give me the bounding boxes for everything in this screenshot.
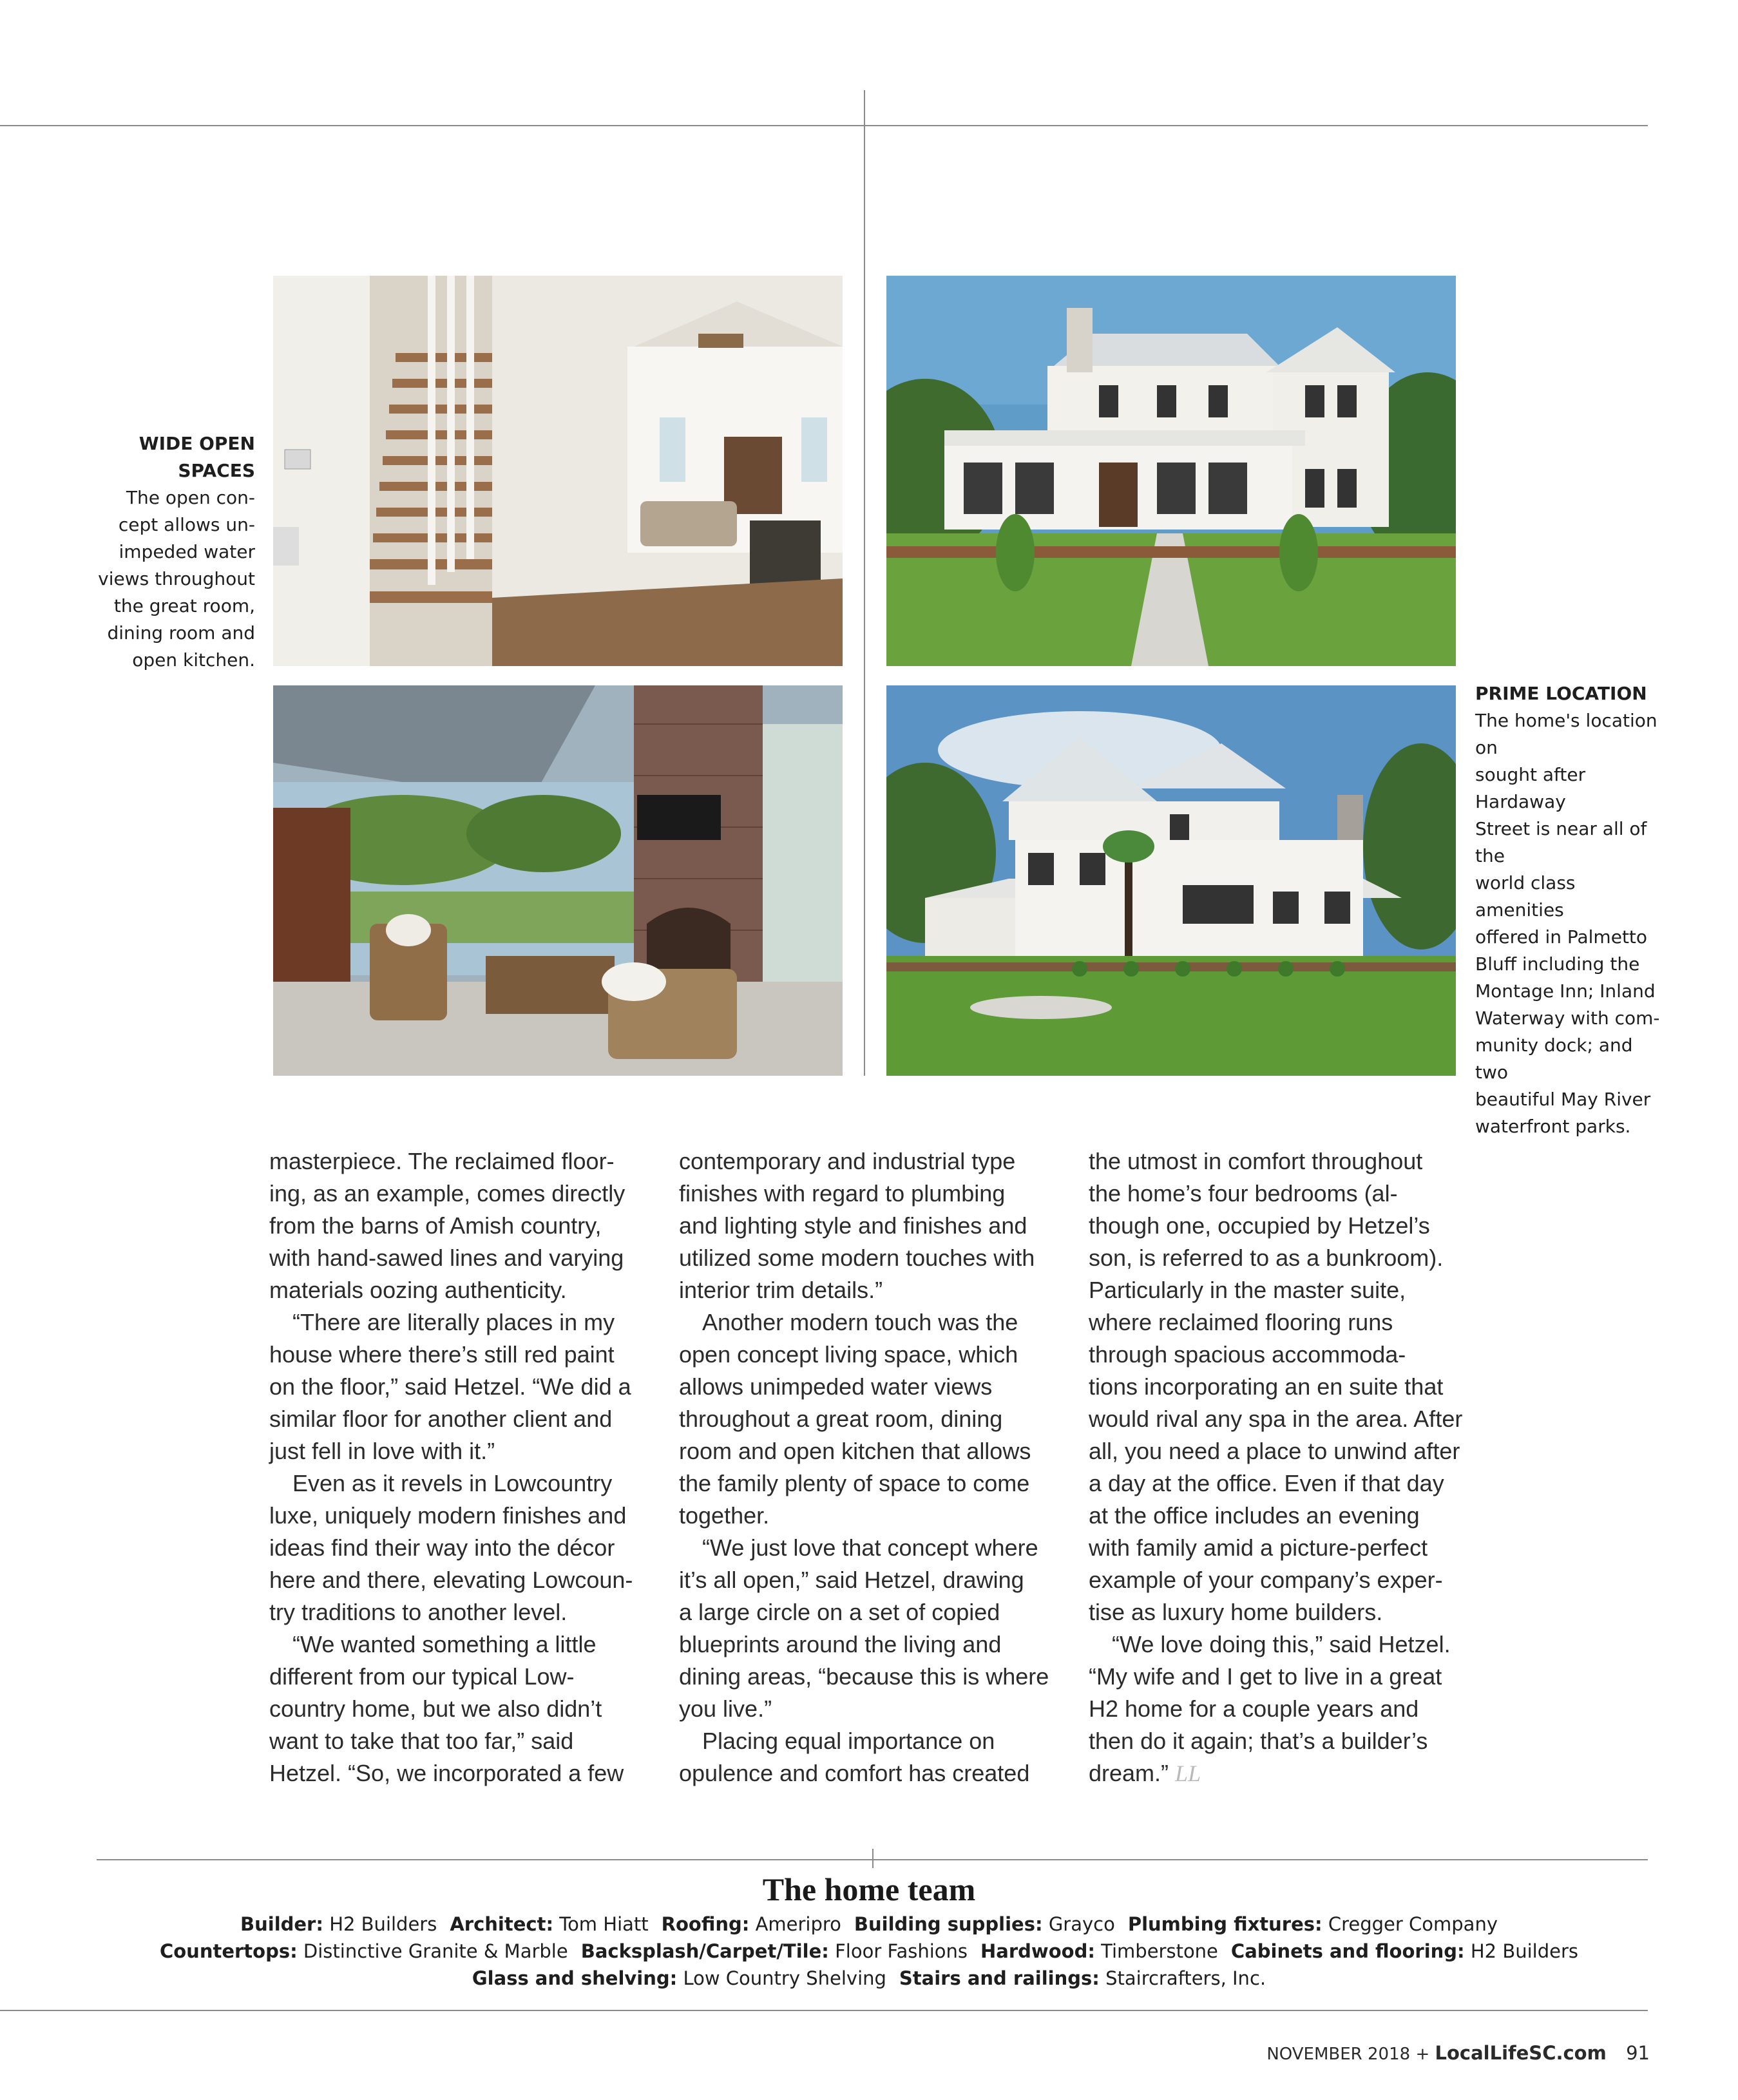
- credit-value: Distinctive Granite & Marble: [303, 1940, 568, 1962]
- team-tick: [872, 1849, 874, 1868]
- caption-line: Bluff including the: [1475, 953, 1640, 975]
- article-line: dream.”: [1089, 1760, 1169, 1786]
- caption-line: the great room,: [113, 595, 255, 616]
- top-rule: [0, 125, 1648, 126]
- article-line: Another modern touch was the: [702, 1309, 1018, 1335]
- article-line: tions incorporating an en suite that: [1089, 1373, 1444, 1400]
- article-line: would rival any spa in the area. After: [1089, 1406, 1463, 1432]
- article-line: open concept living space, which: [679, 1341, 1018, 1368]
- caption-wide-open-spaces: [97, 430, 255, 674]
- caption-line: cept allows un-: [118, 514, 255, 535]
- article-paragraph: [269, 1306, 656, 1467]
- article-column-2: [679, 1145, 1065, 1790]
- article-line: and lighting style and finishes and: [679, 1212, 1027, 1239]
- credit-label: Architect:: [450, 1913, 554, 1935]
- credit-label: Cabinets and flooring:: [1230, 1940, 1465, 1962]
- article-line: a day at the office. Even if that day: [1089, 1470, 1444, 1496]
- caption-line: munity dock; and two: [1475, 1035, 1633, 1083]
- article-line: with family amid a picture-perfect: [1089, 1534, 1428, 1561]
- article-line: room and open kitchen that allows: [679, 1438, 1031, 1464]
- page-footer: [1266, 2042, 1650, 2064]
- front-house-photo: [886, 276, 1456, 666]
- porch-photo: [273, 685, 843, 1076]
- credit-value: Cregger Company: [1328, 1913, 1498, 1935]
- article-line: though one, occupied by Hetzel’s: [1089, 1212, 1430, 1239]
- caption-line: views throughout: [98, 568, 255, 589]
- caption-prime-location: [1475, 680, 1668, 1140]
- article-line: through spacious accommoda-: [1089, 1341, 1406, 1368]
- article-line: son, is referred to as a bunkroom).: [1089, 1245, 1444, 1271]
- credit-value: Timberstone: [1101, 1940, 1218, 1962]
- team-credit-row: [0, 1911, 1738, 1938]
- credit-value: Tom Hiatt: [559, 1913, 649, 1935]
- credit-value: Ameripro: [755, 1913, 841, 1935]
- caption-line: world class amenities: [1475, 872, 1576, 921]
- article-line: “We wanted something a little: [292, 1631, 597, 1657]
- article-line: dining areas, “because this is where: [679, 1663, 1049, 1690]
- article-line: contemporary and industrial type: [679, 1148, 1016, 1174]
- caption-line: offered in Palmetto: [1475, 926, 1648, 948]
- credit-label: Roofing:: [661, 1913, 750, 1935]
- article-line: just fell in love with it.”: [269, 1438, 495, 1464]
- article-line: throughout a great room, dining: [679, 1406, 1003, 1432]
- article-paragraph: [679, 1145, 1065, 1306]
- article-line: utilized some modern touches with: [679, 1245, 1035, 1271]
- article-line: country home, but we also didn’t: [269, 1695, 602, 1722]
- article-paragraph: [269, 1145, 656, 1306]
- article-line: Placing equal importance on: [702, 1728, 995, 1754]
- credit-value: Grayco: [1048, 1913, 1115, 1935]
- article-line: at the office includes an evening: [1089, 1502, 1420, 1529]
- credit-value: Low Country Shelving: [683, 1967, 886, 1989]
- footer-site-link[interactable]: LocalLifeSC.com: [1435, 2042, 1607, 2064]
- footer-issue: NOVEMBER 2018 +: [1266, 2045, 1430, 2064]
- article-line: Particularly in the master suite,: [1089, 1277, 1406, 1303]
- article-line: H2 home for a couple years and: [1089, 1695, 1419, 1722]
- article-paragraph: [1089, 1145, 1475, 1628]
- article-column-3: [1089, 1145, 1475, 1790]
- article-column-1: [269, 1145, 656, 1790]
- article-line: ing, as an example, comes directly: [269, 1180, 625, 1207]
- article-line: where reclaimed flooring runs: [1089, 1309, 1393, 1335]
- article-line: “There are literally places in my: [292, 1309, 615, 1335]
- caption-heading: PRIME LOCATION: [1475, 683, 1647, 704]
- caption-line: sought after Hardaway: [1475, 764, 1586, 812]
- article-paragraph: [679, 1725, 1065, 1790]
- article-line: opulence and comfort has created: [679, 1760, 1030, 1786]
- caption-line: Montage Inn; Inland: [1475, 980, 1656, 1002]
- article-line: allows unimpeded water views: [679, 1373, 993, 1400]
- staircase-photo: [273, 276, 843, 666]
- caption-line: impeded water: [119, 541, 255, 562]
- article-line: blueprints around the living and: [679, 1631, 1002, 1657]
- side-house-photo: [886, 685, 1456, 1076]
- article-line: materials oozing authenticity.: [269, 1277, 567, 1303]
- article-line: the utmost in comfort throughout: [1089, 1148, 1423, 1174]
- article-line: the family plenty of space to come: [679, 1470, 1030, 1496]
- article-line: similar floor for another client and: [269, 1406, 613, 1432]
- article-line: Hetzel. “So, we incorporated a few: [269, 1760, 624, 1786]
- article-line: it’s all open,” said Hetzel, drawing: [679, 1567, 1024, 1593]
- article-line: from the barns of Amish country,: [269, 1212, 602, 1239]
- article-line: want to take that too far,” said: [269, 1728, 574, 1754]
- caption-line: dining room and: [107, 622, 255, 644]
- caption-body: [97, 484, 255, 674]
- article-line: the home’s four bedrooms (al-: [1089, 1180, 1398, 1207]
- page-number: 91: [1626, 2042, 1650, 2064]
- article-line: different from our typical Low-: [269, 1663, 575, 1690]
- home-team-title: The home team: [762, 1871, 976, 1907]
- credit-label: Backsplash/Carpet/Tile:: [580, 1940, 829, 1962]
- credit-value: Staircrafters, Inc.: [1105, 1967, 1266, 1989]
- article-line: try traditions to another level.: [269, 1599, 568, 1625]
- article-line: then do it again; that’s a builder’s: [1089, 1728, 1428, 1754]
- credit-value: Floor Fashions: [835, 1940, 968, 1962]
- article-line: with hand-sawed lines and varying: [269, 1245, 624, 1271]
- caption-heading-line: WIDE OPEN: [138, 433, 255, 454]
- article-line: “My wife and I get to live in a great: [1089, 1663, 1442, 1690]
- article-line: house where there’s still red paint: [269, 1341, 615, 1368]
- credit-label: Building supplies:: [854, 1913, 1043, 1935]
- caption-line: waterfront parks.: [1475, 1116, 1631, 1137]
- article-line: example of your company’s exper-: [1089, 1567, 1443, 1593]
- team-credit-row: [0, 1965, 1738, 1992]
- article-paragraph: [679, 1532, 1065, 1725]
- caption-body: [1475, 707, 1668, 1140]
- caption-line: open kitchen.: [132, 649, 255, 671]
- center-divider: [864, 90, 865, 1076]
- credit-label: Glass and shelving:: [472, 1967, 678, 1989]
- team-credit-row: [0, 1938, 1738, 1965]
- credit-label: Builder:: [240, 1913, 323, 1935]
- article-line: on the floor,” said Hetzel. “We did a: [269, 1373, 631, 1400]
- article-line: here and there, elevating Lowcoun-: [269, 1567, 633, 1593]
- team-bottom-rule: [0, 2010, 1648, 2011]
- article-line: you live.”: [679, 1695, 772, 1722]
- home-team-credits: [0, 1911, 1738, 1992]
- article-line: a large circle on a set of copied: [679, 1599, 1000, 1625]
- caption-line: beautiful May River: [1475, 1089, 1651, 1110]
- article-line: “We love doing this,” said Hetzel.: [1112, 1631, 1451, 1657]
- article-line: masterpiece. The reclaimed floor-: [269, 1148, 615, 1174]
- credit-label: Hardwood:: [980, 1940, 1095, 1962]
- credit-label: Countertops:: [159, 1940, 298, 1962]
- article-paragraph: [269, 1467, 656, 1628]
- article-paragraph: [1089, 1628, 1475, 1790]
- article-paragraph: [269, 1628, 656, 1790]
- credit-value: H2 Builders: [329, 1913, 437, 1935]
- article-line: Even as it revels in Lowcountry: [292, 1470, 613, 1496]
- article-paragraph: [679, 1306, 1065, 1532]
- article-line: finishes with regard to plumbing: [679, 1180, 1006, 1207]
- article-line: interior trim details.”: [679, 1277, 883, 1303]
- end-mark: LL: [1175, 1761, 1201, 1786]
- caption-line: Waterway with com-: [1475, 1007, 1660, 1029]
- article-line: all, you need a place to unwind after: [1089, 1438, 1460, 1464]
- article-line: ideas find their way into the décor: [269, 1534, 615, 1561]
- article-line: “We just love that concept where: [702, 1534, 1038, 1561]
- caption-line: Street is near all of the: [1475, 818, 1647, 866]
- caption-line: The home's location on: [1475, 710, 1657, 758]
- article-line: tise as luxury home builders.: [1089, 1599, 1383, 1625]
- credit-label: Stairs and railings:: [899, 1967, 1100, 1989]
- caption-line: The open con-: [126, 487, 255, 508]
- credit-label: Plumbing fixtures:: [1127, 1913, 1323, 1935]
- caption-heading-line: SPACES: [178, 460, 255, 481]
- credit-value: H2 Builders: [1470, 1940, 1579, 1962]
- article-line: together.: [679, 1502, 770, 1529]
- article-line: luxe, uniquely modern finishes and: [269, 1502, 627, 1529]
